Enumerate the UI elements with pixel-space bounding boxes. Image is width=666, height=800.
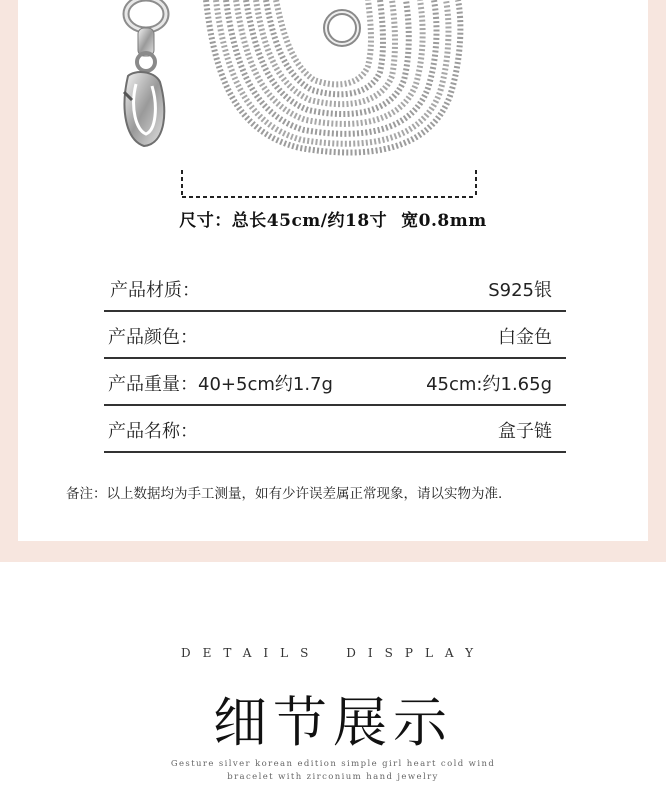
spec-row-name <box>104 406 566 453</box>
spec-value: S925银 <box>488 280 552 301</box>
spec-label: 产品颜色： <box>108 327 198 348</box>
spec-value: 白金色 <box>498 327 552 348</box>
details-heading-en <box>0 646 666 660</box>
details-word: DETAILS <box>180 646 321 660</box>
spec-row-color <box>104 312 566 359</box>
spec-table <box>104 270 566 453</box>
subtitle-line-1: Gesture silver korean edition simple girl heart cold wind <box>170 759 496 769</box>
size-width: 宽0.8mm <box>401 211 487 231</box>
size-info <box>0 206 666 231</box>
measurement-note: 备注：以上数据均为手工测量，如有少许误差属正常现象，请以实物为准. <box>66 486 503 502</box>
size-length: 尺寸：总长45cm/约18寸 <box>179 211 388 231</box>
chain-coils <box>206 0 460 153</box>
dimension-line <box>180 170 478 200</box>
spec-row-weight <box>104 359 566 406</box>
display-word: DISPLAY <box>346 646 486 660</box>
spec-value: 盒子链 <box>498 421 552 442</box>
details-title: 细节展示 <box>213 691 453 754</box>
spec-label: 产品材质： <box>110 280 200 301</box>
spec-row-material <box>104 270 566 312</box>
clasp-icon <box>124 0 166 146</box>
spec-value: 45cm:约1.65g <box>426 374 552 395</box>
spec-label: 产品名称： <box>108 421 198 442</box>
spec-label: 产品重量：40+5cm约1.7g <box>108 374 333 395</box>
details-subtitle <box>0 758 666 784</box>
subtitle-line-2: bracelet with zirconium hand jewelry <box>227 772 439 782</box>
